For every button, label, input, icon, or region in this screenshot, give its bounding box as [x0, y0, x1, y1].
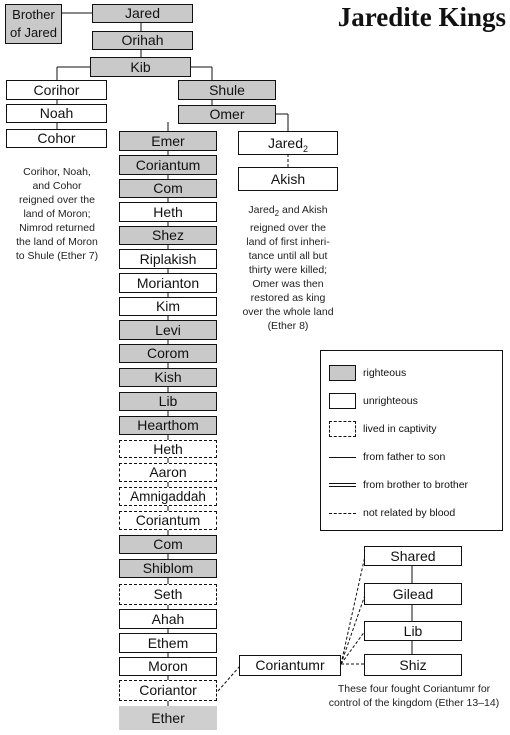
- legend-righteous: [321, 363, 502, 385]
- box-shared: Shared: [364, 546, 462, 566]
- note-jared-akish: [232, 203, 344, 333]
- box-ahah: Ahah: [119, 609, 217, 629]
- box-kish: Kish: [119, 368, 217, 387]
- box-omer: Omer: [178, 105, 276, 124]
- box-shule: Shule: [178, 80, 276, 100]
- box-ether: Ether: [119, 706, 217, 730]
- legend-captivity: [321, 419, 502, 441]
- box-orihah: Orihah: [92, 31, 193, 50]
- legend-brother: [321, 475, 502, 497]
- legend-father-son: [321, 447, 502, 469]
- box-shez: Shez: [119, 226, 217, 245]
- box-corom: Corom: [119, 344, 217, 363]
- box-levi: Levi: [119, 320, 217, 340]
- box-amnigaddah: Amnigaddah: [119, 487, 217, 506]
- jared2-subscript: 2: [303, 143, 309, 154]
- legend-unrighteous: [321, 391, 502, 413]
- box-akish: Akish: [238, 167, 338, 191]
- box-jared: Jared: [92, 4, 193, 23]
- legend: [320, 350, 503, 531]
- box-coriantor: Coriantor: [119, 680, 217, 701]
- box-shiblom: Shiblom: [119, 559, 217, 578]
- box-cohor: Cohor: [6, 129, 107, 148]
- legend-father-son-label: from father to son: [363, 451, 446, 463]
- box-lib: Lib: [119, 392, 217, 411]
- legend-not-blood: [321, 503, 502, 525]
- box-com: Com: [119, 179, 217, 198]
- legend-brother-line: [329, 483, 356, 487]
- legend-not-blood-label: not related by blood: [363, 507, 456, 519]
- box-heth-2: Heth: [119, 440, 217, 458]
- legend-righteous-label: righteous: [363, 367, 407, 379]
- note-jared-name: Jared: [248, 204, 275, 216]
- box-coriantum-2: Coriantum: [119, 511, 217, 530]
- note-land-of-moron: Corihor, Noah, and Cohor reigned over the land of Moron; Nimrod returned the land of Moron to Shule (Ether 7): [15, 166, 99, 262]
- box-morianton: Morianton: [119, 273, 217, 293]
- jared2-name: Jared: [267, 135, 303, 151]
- box-aaron: Aaron: [119, 463, 217, 482]
- legend-captivity-swatch: [329, 421, 356, 437]
- box-com-2: Com: [119, 535, 217, 554]
- legend-unrighteous-label: unrighteous: [363, 395, 418, 407]
- legend-brother-label: from brother to brother: [363, 479, 469, 491]
- box-shiz: Shiz: [364, 654, 462, 676]
- box-riplakish: Riplakish: [119, 249, 217, 269]
- box-noah: Noah: [6, 104, 107, 123]
- box-corihor: Corihor: [6, 80, 107, 100]
- box-kim: Kim: [119, 297, 217, 316]
- box-ethem: Ethem: [119, 633, 217, 653]
- box-heth: Heth: [119, 202, 217, 222]
- box-moron: Moron: [119, 657, 217, 676]
- box-coriantumr: Coriantumr: [239, 655, 341, 676]
- box-coriantum: Coriantum: [119, 155, 217, 175]
- box-gilead: Gilead: [364, 583, 462, 605]
- box-hearthom: Hearthom: [119, 416, 217, 435]
- note-jared-subscript: 2: [274, 209, 280, 219]
- box-jared2: [238, 131, 338, 155]
- legend-righteous-swatch: [329, 365, 356, 381]
- box-lib-2: Lib: [364, 621, 462, 641]
- box-brother-of-jared: Brother of Jared: [5, 4, 62, 44]
- legend-father-son-line: [329, 457, 356, 458]
- note-jared-akish-text: and Akish reigned over the land of first inheri- tance until all but thirty were killed; Omer was then restored as king over the whole land (Ether 8): [242, 204, 334, 333]
- box-kib: Kib: [90, 57, 191, 77]
- page-title: Jaredite Kings: [337, 2, 506, 32]
- legend-captivity-label: lived in captivity: [363, 423, 437, 435]
- legend-not-blood-line: [329, 513, 356, 514]
- legend-unrighteous-swatch: [329, 393, 356, 409]
- box-emer: Emer: [119, 131, 217, 151]
- box-seth: Seth: [119, 584, 217, 605]
- note-four-fought: These four fought Coriantumr for control of the kingdom (Ether 13–14): [328, 683, 500, 709]
